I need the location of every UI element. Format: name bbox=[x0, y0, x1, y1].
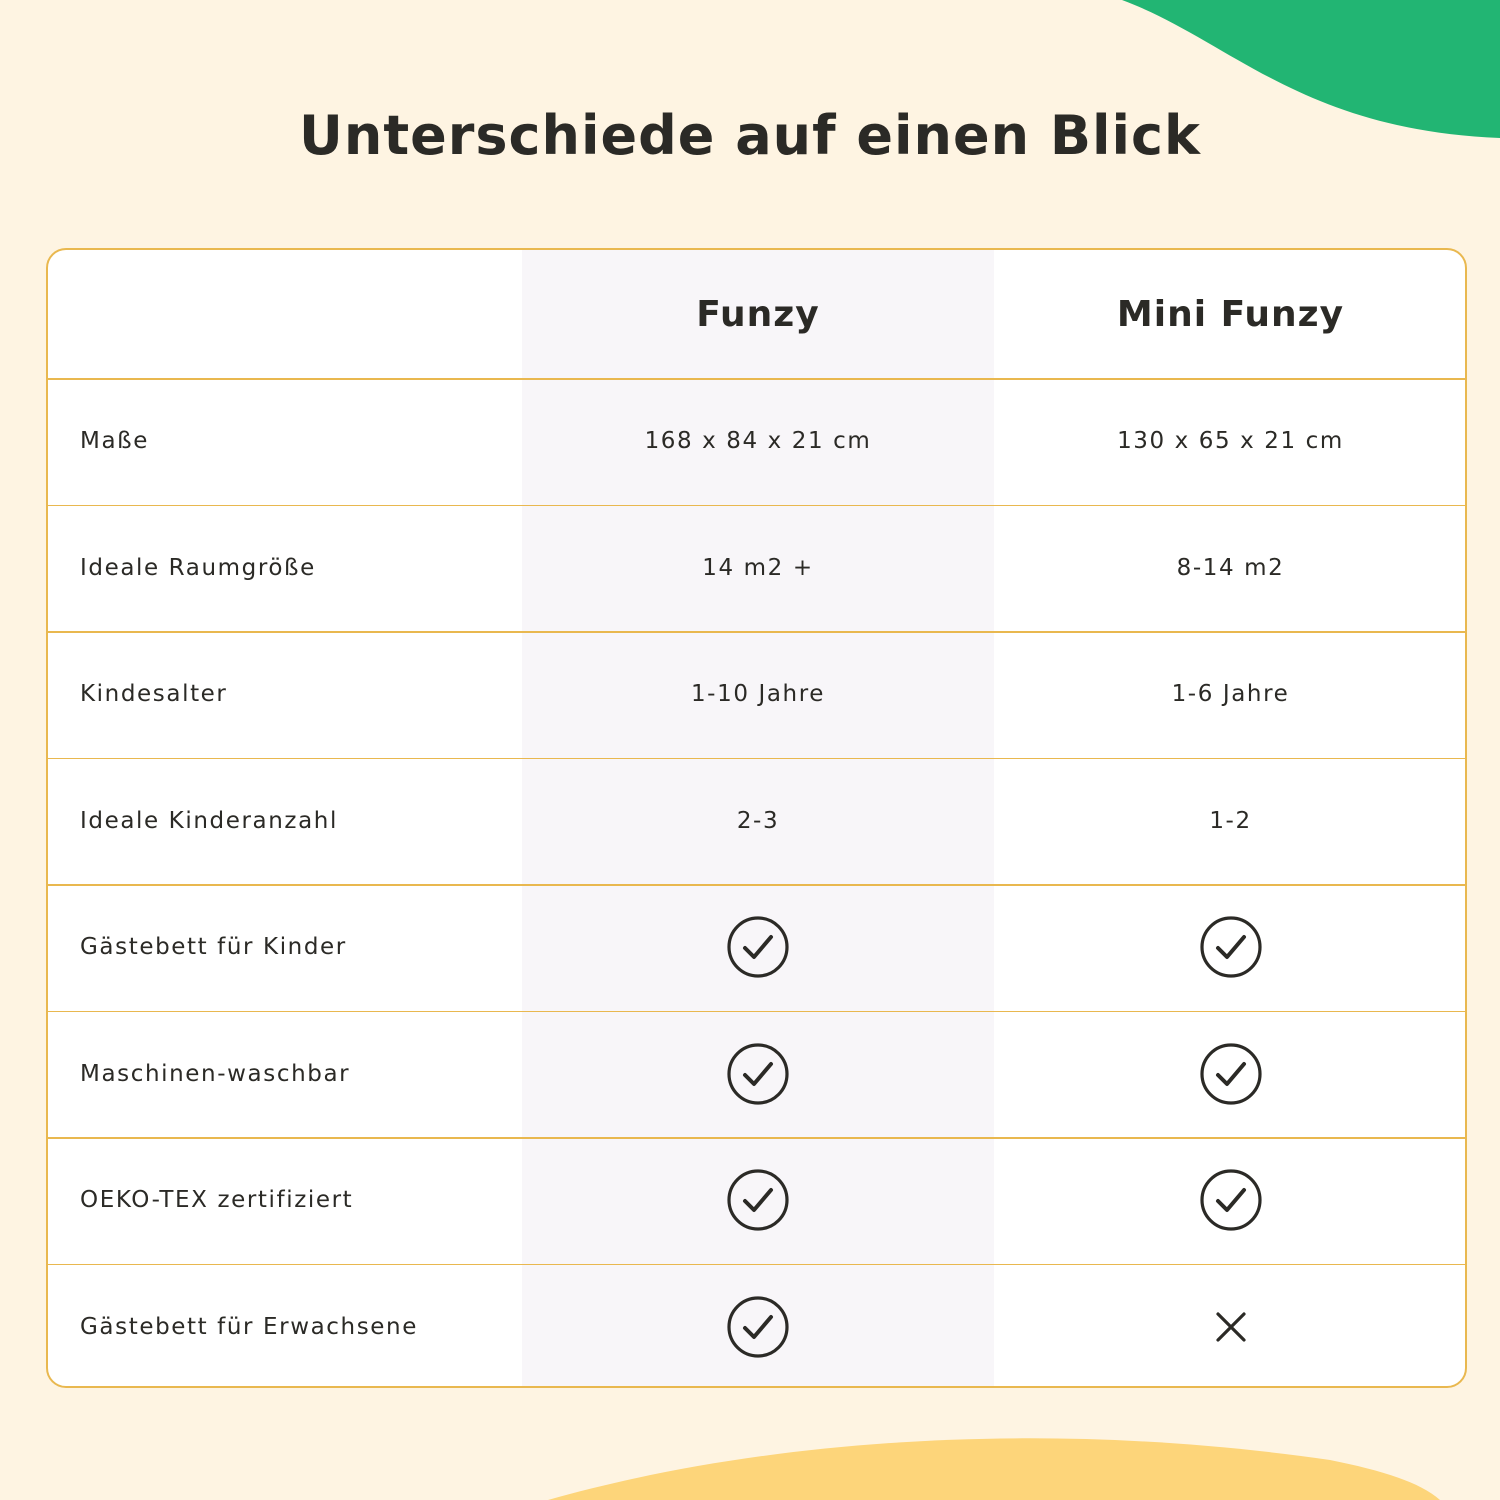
column-header-funzy-label: Funzy bbox=[696, 293, 820, 335]
comparison-table bbox=[46, 248, 1467, 1388]
mini-funzy-value-cell bbox=[994, 1137, 1467, 1264]
column-header-mini-funzy bbox=[994, 250, 1467, 378]
check-circle-icon bbox=[726, 1295, 790, 1359]
check-circle-icon bbox=[726, 915, 790, 979]
row-label: OEKO-TEX zertifiziert bbox=[80, 1187, 354, 1214]
row-label: Ideale Raumgröße bbox=[80, 554, 316, 581]
value-text: 2-3 bbox=[736, 807, 780, 834]
mini-funzy-value-cell bbox=[994, 505, 1467, 632]
row-label: Ideale Kinderanzahl bbox=[80, 807, 338, 834]
mini-funzy-value-cell bbox=[994, 378, 1467, 505]
value-text: 8-14 m2 bbox=[1176, 554, 1285, 581]
table-row bbox=[48, 378, 1465, 505]
funzy-value-cell bbox=[522, 884, 994, 1011]
funzy-value-cell bbox=[522, 758, 994, 885]
table-row bbox=[48, 1137, 1465, 1264]
mini-funzy-value-cell bbox=[994, 1264, 1467, 1389]
value-text: 14 m2 + bbox=[702, 554, 814, 581]
header-row bbox=[48, 250, 1465, 378]
value-text: 168 x 84 x 21 cm bbox=[644, 428, 872, 455]
table-row bbox=[48, 505, 1465, 632]
funzy-value-cell bbox=[522, 1264, 994, 1389]
table-row bbox=[48, 1264, 1465, 1389]
table-row bbox=[48, 1011, 1465, 1138]
row-label: Maschinen-waschbar bbox=[80, 1060, 351, 1087]
cross-icon bbox=[1199, 1295, 1263, 1359]
row-label: Maße bbox=[80, 428, 149, 455]
check-circle-icon bbox=[1199, 915, 1263, 979]
mini-funzy-value-cell bbox=[994, 631, 1467, 758]
row-label: Kindesalter bbox=[80, 681, 228, 708]
check-circle-icon bbox=[1199, 1042, 1263, 1106]
value-text: 1-10 Jahre bbox=[690, 681, 826, 708]
check-circle-icon bbox=[1199, 1168, 1263, 1232]
column-header-funzy bbox=[522, 250, 994, 378]
header-empty-cell bbox=[48, 250, 522, 378]
yellow-bottom-shape bbox=[0, 1420, 1500, 1500]
table-row bbox=[48, 631, 1465, 758]
page-title: Unterschiede auf einen Blick bbox=[299, 104, 1201, 167]
value-text: 130 x 65 x 21 cm bbox=[1117, 428, 1344, 455]
row-label: Gästebett für Erwachsene bbox=[80, 1313, 418, 1340]
funzy-value-cell bbox=[522, 1011, 994, 1138]
row-label: Gästebett für Kinder bbox=[80, 934, 347, 961]
funzy-value-cell bbox=[522, 631, 994, 758]
mini-funzy-value-cell bbox=[994, 758, 1467, 885]
mini-funzy-value-cell bbox=[994, 1011, 1467, 1138]
funzy-value-cell bbox=[522, 378, 994, 505]
table-row bbox=[48, 884, 1465, 1011]
value-text: 1-2 bbox=[1209, 807, 1252, 834]
mini-funzy-value-cell bbox=[994, 884, 1467, 1011]
column-header-mini-funzy-label: Mini Funzy bbox=[1116, 293, 1345, 335]
check-circle-icon bbox=[726, 1042, 790, 1106]
check-circle-icon bbox=[726, 1168, 790, 1232]
value-text: 1-6 Jahre bbox=[1171, 681, 1290, 708]
funzy-value-cell bbox=[522, 505, 994, 632]
table-row bbox=[48, 758, 1465, 885]
funzy-value-cell bbox=[522, 1137, 994, 1264]
